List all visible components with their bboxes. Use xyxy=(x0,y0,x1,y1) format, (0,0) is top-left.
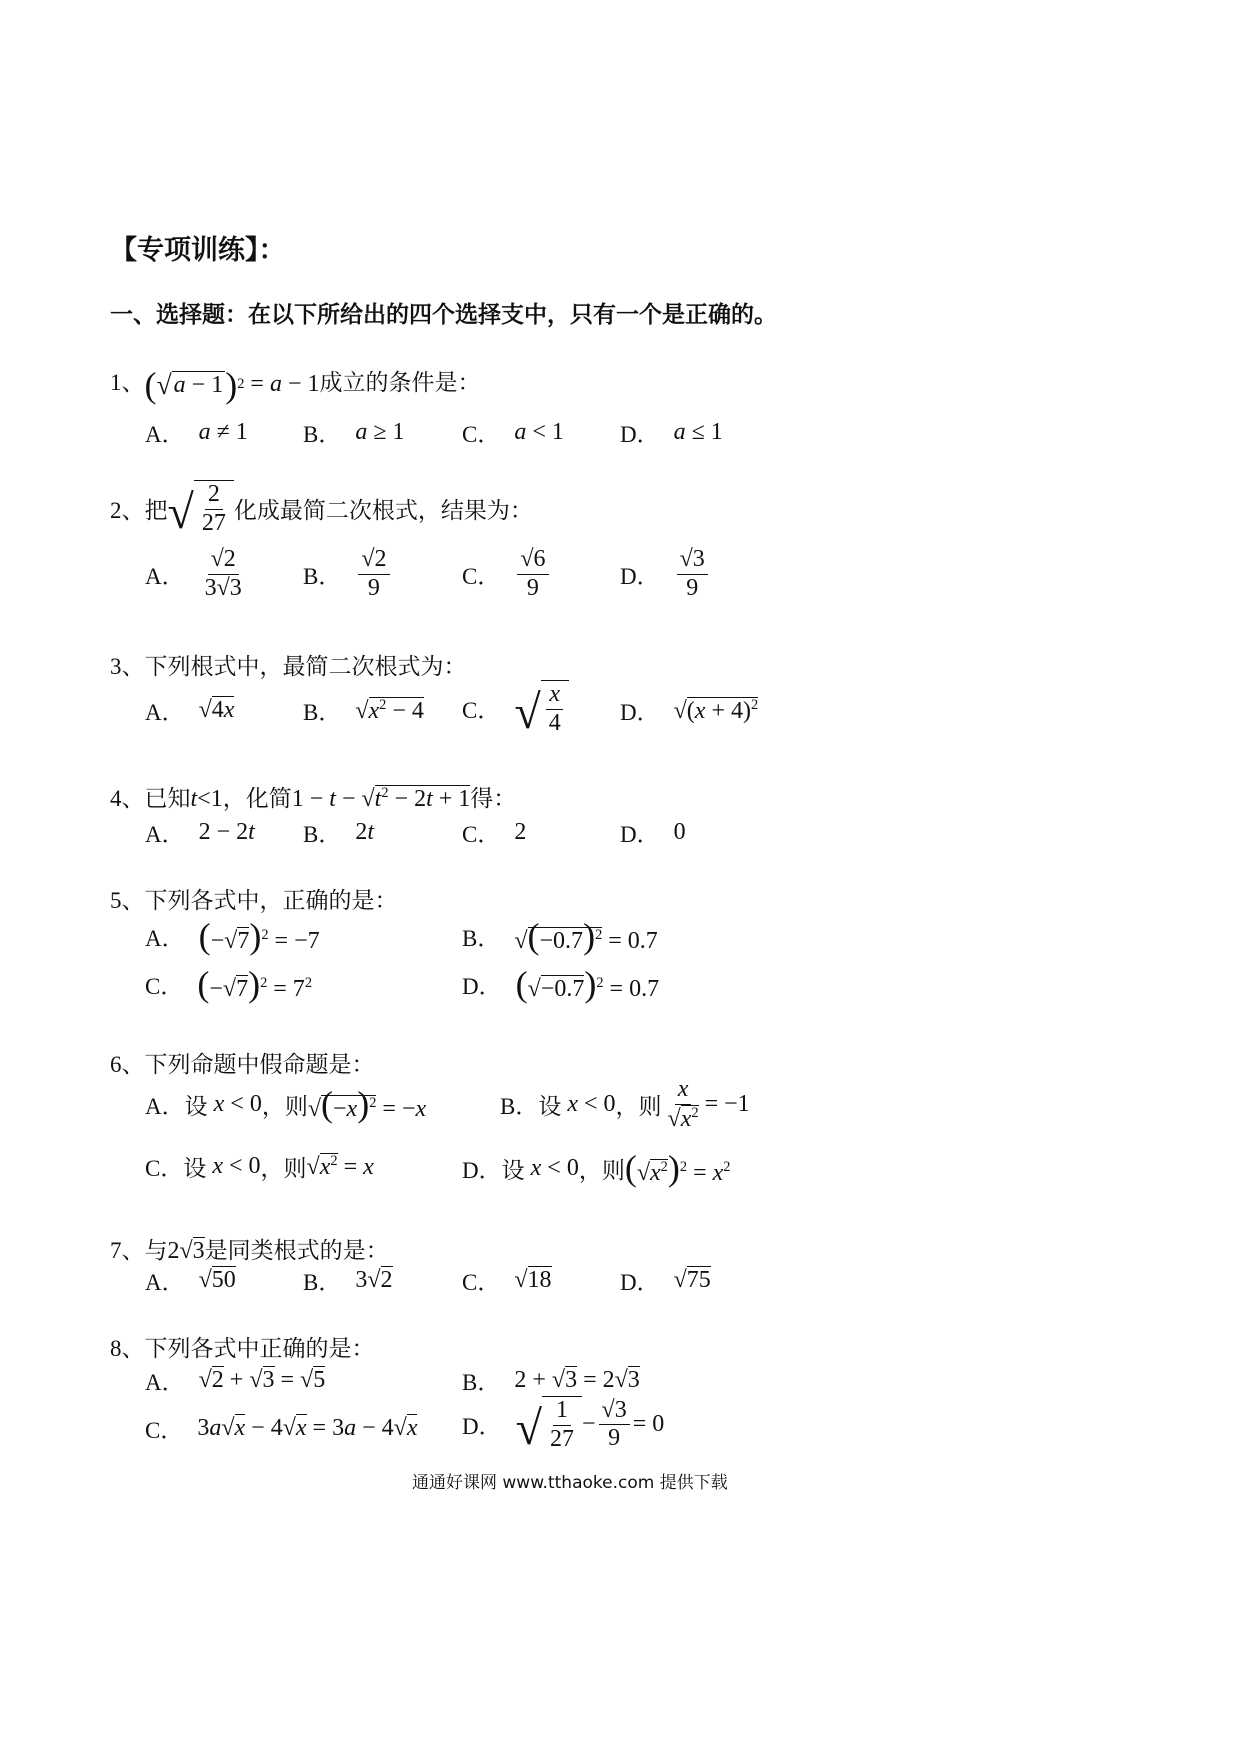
option-b[interactable]: B． $√x^2 - 4$ xyxy=(303,696,424,725)
option-c[interactable]: C． 3a√x − 4√x = 3a − 4√x xyxy=(145,1415,418,1443)
option-c[interactable]: C． 2 xyxy=(462,819,527,847)
question-6: 6、下列命题中假命题是： xyxy=(110,1052,375,1077)
question-3: 3、下列根式中，最简二次根式为： xyxy=(110,654,467,679)
option-c[interactable]: C． a < 1 xyxy=(462,419,564,447)
option-c[interactable]: C． $\frac{√6}{9}$ xyxy=(462,546,552,602)
option-b[interactable]: B． a ≥ 1 xyxy=(303,419,405,447)
option-a[interactable]: A． √2 + √3 = √5 xyxy=(145,1367,326,1395)
option-a[interactable]: A． √50 xyxy=(145,1267,236,1295)
page-title: 【专项训练】： xyxy=(110,235,286,266)
question-8: 8、下列各式中正确的是： xyxy=(110,1336,375,1361)
question-number: 1、 xyxy=(110,370,145,395)
option-c[interactable]: C．设 x < 0 ，则 $√x^2 = x$ xyxy=(145,1152,374,1181)
option-d[interactable]: D．设 x < 0 ，则 $(√x^2)^2 = x^2$ xyxy=(462,1148,731,1188)
option-b[interactable]: B． 2t xyxy=(303,819,375,847)
option-a[interactable]: A． √4x xyxy=(145,697,235,725)
option-a[interactable]: A．设 x < 0 ，则 $√(-x)^2 = -x$ xyxy=(145,1084,427,1124)
option-b[interactable]: B． 2 + √3 = 2√3 xyxy=(462,1367,640,1395)
question-text: 成立的条件是： xyxy=(319,370,481,395)
option-d[interactable]: D． √75 xyxy=(620,1267,711,1295)
option-a[interactable]: A． $\frac{√2}{3√3}$ xyxy=(145,546,242,601)
formula: √ $\frac{2}{27}$ xyxy=(168,480,234,537)
option-a[interactable]: A． $(-√7)^2 = -7$ xyxy=(145,916,320,956)
question-4: 4、已知t<1，化简$1 - t - √t^2 - 2t + 1$得： xyxy=(110,785,517,812)
question-1 xyxy=(110,364,481,403)
question-2: 2、把 √ $\frac{2}{27}$ 化成最简二次根式，结果为： xyxy=(110,481,533,540)
question-5: 5、下列各式中，正确的是： xyxy=(110,888,398,913)
option-d[interactable]: D． $\frac{√3}{9}$ xyxy=(620,546,711,602)
option-c[interactable]: C． √ $\frac{x}{4}$ xyxy=(462,680,569,737)
option-a[interactable]: A． a ≠ 1 xyxy=(145,419,248,447)
option-b[interactable]: B． 3√2 xyxy=(303,1267,393,1295)
option-d[interactable]: D． $(√-0.7)^2 = 0.7$ xyxy=(462,964,660,1004)
option-d[interactable]: D． a ≤ 1 xyxy=(620,419,723,447)
question-7: 7、与2√3是同类根式的是： xyxy=(110,1238,389,1264)
section-heading: 一、选择题：在以下所给出的四个选择支中，只有一个是正确的。 xyxy=(110,302,777,328)
option-c[interactable]: C． √18 xyxy=(462,1267,552,1295)
page-footer: 通通好课网 www.tthaoke.com 提供下载 xyxy=(412,1473,728,1493)
option-d[interactable]: D． $√(x + 4)^2$ xyxy=(620,696,759,725)
option-c[interactable]: C． $(-√7)^2 = 7^2$ xyxy=(145,964,313,1004)
option-d[interactable]: D． √ $\frac{1}{27}$ − $\frac{√3}{9}$ = 0 xyxy=(462,1396,665,1456)
formula: ( √ a − 1 ) 2 = a − 1 xyxy=(144,364,320,405)
option-d[interactable]: D． 0 xyxy=(620,819,686,847)
option-b[interactable]: B．设 x < 0 ，则 $\frac{x}{√x^2}$ = −1 xyxy=(500,1076,750,1132)
option-a[interactable]: A． 2 − 2t xyxy=(145,819,255,847)
option-b[interactable]: B． $\frac{√2}{9}$ xyxy=(303,546,393,602)
option-b[interactable]: B． $√(-0.7)^2 = 0.7$ xyxy=(462,916,658,956)
